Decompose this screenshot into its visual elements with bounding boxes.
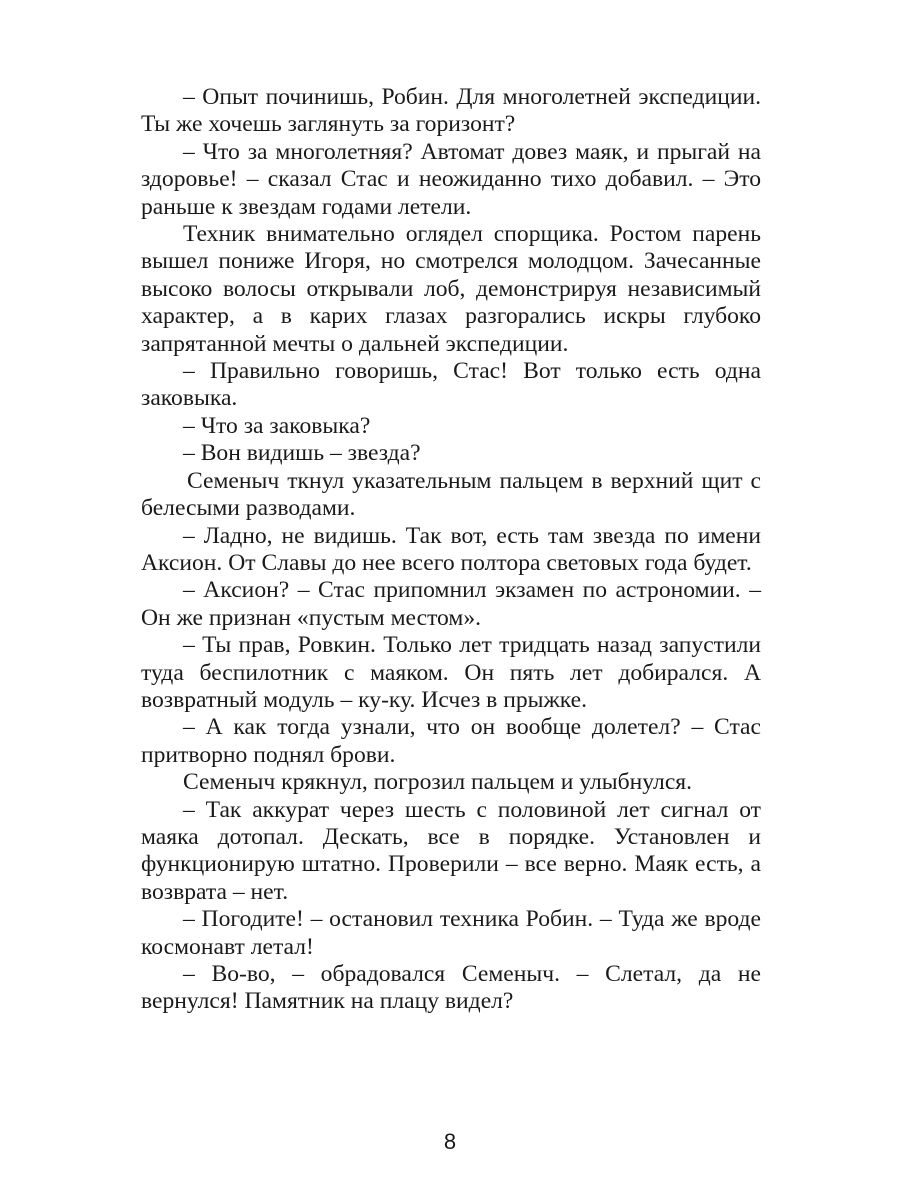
paragraph: Техник внимательно оглядел спорщика. Ростом парень вышел пониже Игоря, но смотрелся молодцом. Зачесанные высоко волосы открывали лоб, демонстрируя независимый характер, а в карих глазах разгорались искры глубоко запрятанной мечты о дальней экспедиции. <box>141 221 761 357</box>
paragraph: Семеныч крякнул, погрозил пальцем и улыбнулся. <box>183 769 693 796</box>
paragraph: – Так аккурат через шесть с половиной лет сигнал от маяка дотопал. Дескать, все в порядке. Установлен и функционирую штатно. Проверили – все верно. Маяк есть, а возврата – нет. <box>141 796 761 905</box>
paragraph: – Что за заковыка? <box>183 412 371 439</box>
paragraph: – Опыт починишь, Робин. Для многолетней экспедиции. Ты же хочешь заглянуть за горизонт? <box>141 84 761 138</box>
paragraph: Семеныч ткнул указательным пальцем в верхний щит с белесыми разводами. <box>141 467 761 522</box>
paragraph: – Во-во, – обрадовался Семеныч. – Слетал, да не вернулся! Памятник на плацу видел? <box>141 961 761 1015</box>
paragraph: – Аксион? – Стас припомнил экзамен по астрономии. – Он же признан «пустым местом». <box>141 577 761 631</box>
paragraph: – Ладно, не видишь. Так вот, есть там звезда по имени Аксион. От Славы до нее всего полтора световых года будет. <box>141 522 761 576</box>
paragraph: – Правильно говоришь, Стас! Вот только есть одна заковыка. <box>141 358 761 412</box>
paragraph: – Погодите! – остановил техника Робин. – Туда же вроде космонавт летал! <box>141 906 761 960</box>
paragraph: – Вон видишь – звезда? <box>183 440 421 467</box>
body-text <box>141 84 761 1016</box>
paragraph: – Что за многолетняя? Автомат довез маяк, и прыгай на здоровье! – сказал Стас и неожиданно тихо добавил. – Это раньше к звездам годами летели. <box>141 138 761 220</box>
paragraph: – А как тогда узнали, что он вообще долетел? – Стас притворно поднял брови. <box>141 714 761 768</box>
paragraph: – Ты прав, Ровкин. Только лет тридцать назад запустили туда беспилотник с маяком. Он пять лет добирался. А возвратный модуль – ку-ку. Исчез в прыжке. <box>141 632 761 713</box>
page-number: 8 <box>443 1129 457 1154</box>
